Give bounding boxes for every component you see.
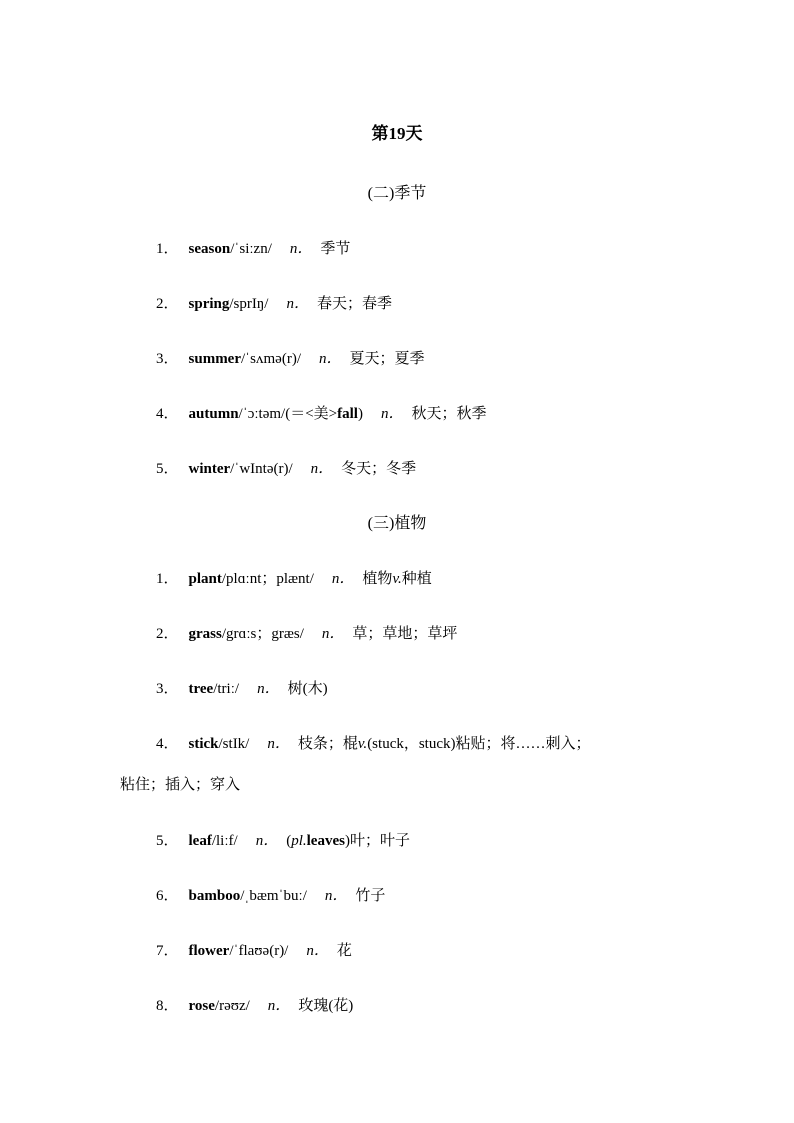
entry-number: 5． [156, 833, 179, 849]
entry-paren-close: ) [357, 406, 363, 422]
entry-word: autumn [188, 406, 239, 422]
entry-meaning: 秋天；秋季 [411, 406, 487, 422]
entry-pos: n． [289, 241, 313, 257]
entry-pos: n． [331, 571, 355, 587]
entry-plural-word: leaves [306, 833, 345, 849]
vocab-entry-flower [156, 940, 716, 962]
page-title: 第19天 [371, 124, 423, 143]
entry-american-word: fall [337, 406, 358, 422]
vocab-entry-rose [156, 995, 716, 1017]
entry-pos: n． [319, 351, 342, 367]
entry-number: 8． [156, 998, 179, 1014]
entry-meaning: 季节 [320, 241, 351, 257]
entry-meaning: 植物 [362, 571, 393, 587]
entry-phonetic: /sprIŋ/ [229, 296, 269, 312]
entry-number: 5． [156, 461, 179, 477]
entry-meaning: 花 [336, 943, 352, 959]
entry-pos: n． [257, 681, 280, 697]
vocab-entry-stick-continuation: 粘住；插入；穿入 [120, 777, 241, 793]
vocab-entry-winter [156, 458, 716, 480]
entry-pos: n． [286, 296, 309, 312]
entry-number: 1． [156, 241, 179, 257]
entry-meaning: 玫瑰(花) [298, 998, 354, 1014]
entry-phonetic: /ˌbæmˈbuː/ [240, 888, 307, 904]
vocab-entry-autumn [156, 403, 716, 425]
vocab-entry-tree [156, 678, 716, 700]
entry-word: season [188, 241, 231, 257]
entry-number: 3． [156, 351, 179, 367]
entry-phonetic: /ˈwIntə(r)/ [230, 461, 293, 477]
entry-pos: n． [310, 461, 334, 477]
entry-meaning: 冬天；冬季 [341, 461, 417, 477]
entry-paren-open: ( [286, 833, 292, 849]
entry-number: 2． [156, 296, 179, 312]
entry-pos: n． [324, 888, 348, 904]
entry-pos: n． [306, 943, 329, 959]
entry-pos-verb: v. [357, 736, 368, 752]
entry-phonetic: /triː/ [213, 681, 240, 697]
entry-meaning: 草；草地；草坪 [352, 626, 458, 642]
entry-word: tree [188, 681, 214, 697]
entry-number: 4． [156, 736, 179, 752]
section-heading-plants: (三)植物 [367, 515, 427, 532]
entry-meaning: 树(木) [287, 681, 328, 697]
vocab-entry-season [156, 238, 716, 260]
entry-meaning: )叶；叶子 [344, 833, 410, 849]
entry-word: flower [188, 943, 230, 959]
entry-meaning: 枝条；棍 [297, 736, 358, 752]
entry-pos: n． [380, 406, 404, 422]
entry-word: grass [188, 626, 222, 642]
section-heading-seasons: (二)季节 [367, 185, 427, 202]
vocab-entry-grass [156, 623, 716, 645]
entry-number: 6． [156, 888, 179, 904]
entry-plural-label: pl. [291, 833, 307, 849]
entry-word: plant [188, 571, 222, 587]
vocab-entry-spring [156, 293, 716, 315]
entry-phonetic: /plɑːnt；plænt/ [221, 571, 314, 587]
entry-pos: n． [255, 833, 279, 849]
entry-meaning: 春天；春季 [316, 296, 392, 312]
entry-word: winter [188, 461, 231, 477]
vocab-entry-stick [156, 733, 716, 755]
entry-phonetic: /ˈsʌmə(r)/ [241, 351, 301, 367]
entry-meaning: 竹子 [355, 888, 386, 904]
entry-word: bamboo [188, 888, 241, 904]
entry-phonetic: /rəʊz/ [214, 998, 250, 1014]
entry-number: 2． [156, 626, 179, 642]
vocab-entry-plant [156, 568, 716, 590]
vocab-entry-leaf [156, 830, 716, 852]
entry-number: 4． [156, 406, 179, 422]
entry-number: 3． [156, 681, 179, 697]
entry-word: summer [188, 351, 242, 367]
entry-pos: n． [267, 736, 290, 752]
entry-meaning: 夏天；夏季 [349, 351, 425, 367]
entry-word: rose [188, 998, 215, 1014]
entry-phonetic: /ˈflaʊə(r)/ [229, 943, 289, 959]
entry-word: leaf [188, 833, 212, 849]
entry-phonetic: /ˈɔːtəm/(＝<美> [238, 406, 338, 422]
vocab-entry-summer [156, 348, 716, 370]
entry-number: 7． [156, 943, 179, 959]
entry-phonetic: /stIk/ [218, 736, 250, 752]
entry-meaning-verb: (stuck，stuck)粘贴；将……刺入； [367, 736, 591, 752]
entry-phonetic: /liːf/ [211, 833, 238, 849]
entry-phonetic: /ˈsiːzn/ [230, 241, 272, 257]
entry-meaning-verb: 种植 [401, 571, 432, 587]
vocab-entry-bamboo [156, 885, 716, 907]
entry-number: 1． [156, 571, 179, 587]
entry-pos-verb: v. [392, 571, 402, 587]
entry-pos: n． [321, 626, 345, 642]
entry-word: spring [188, 296, 230, 312]
entry-word: stick [188, 736, 219, 752]
entry-phonetic: /grɑːs；græs/ [221, 626, 304, 642]
entry-pos: n． [267, 998, 291, 1014]
